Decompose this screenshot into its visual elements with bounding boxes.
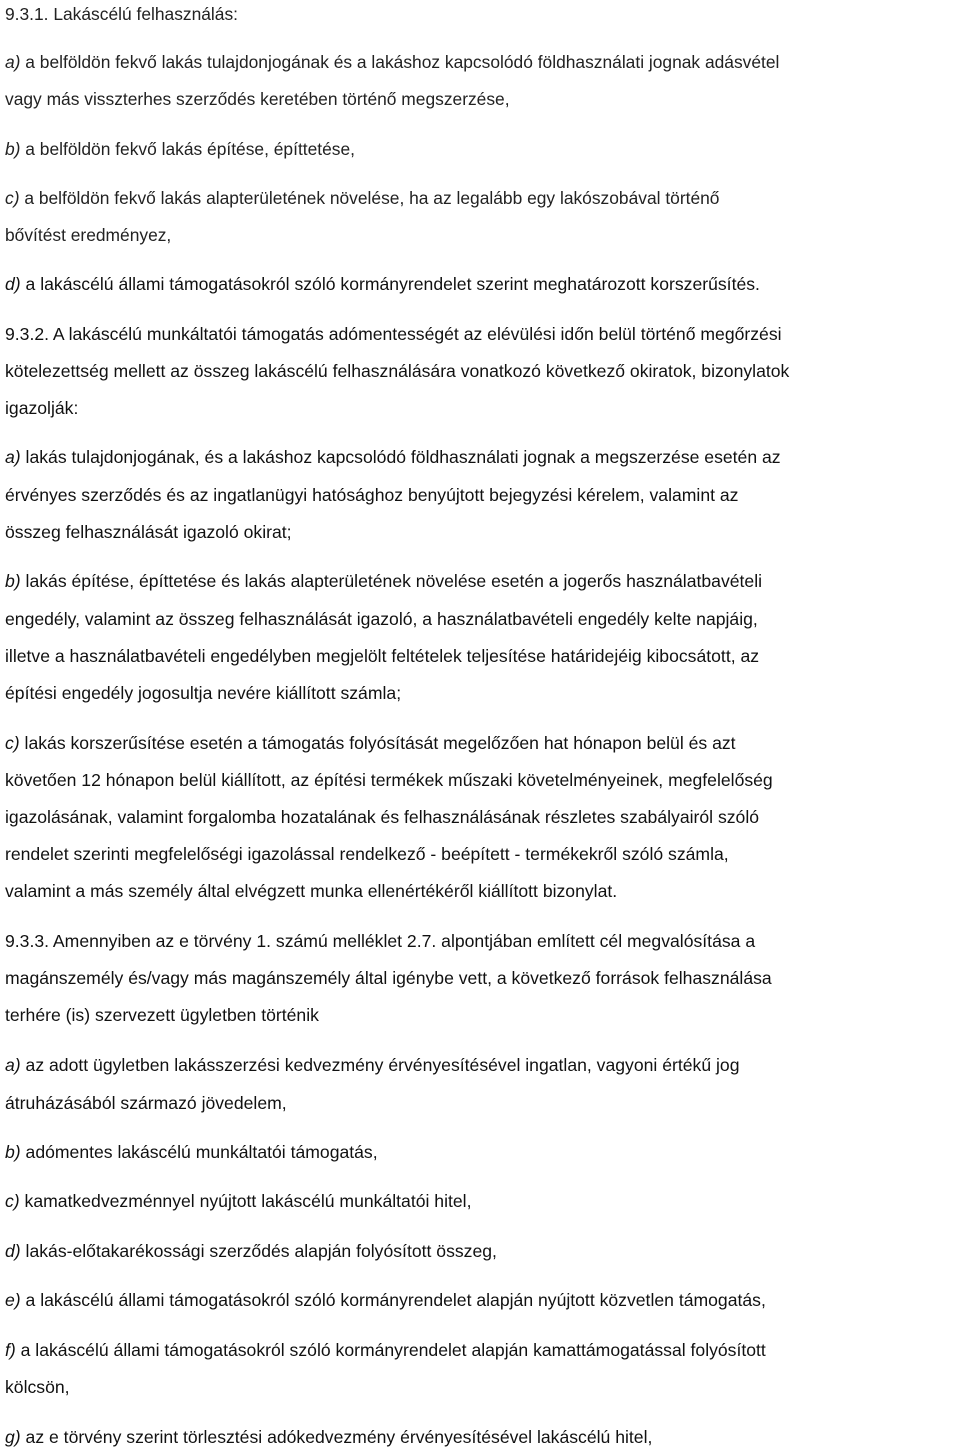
paragraph-line (5, 645, 759, 667)
paragraph-text: az adott ügyletben lakásszerzési kedvezmény érvényesítésével ingatlan, vagyoni értékű jog (20, 1055, 740, 1075)
paragraph-text: 9.3.2. A lakáscélú munkáltatói támogatás adómentességét az elévülési időn belül történő megőrzési (5, 324, 782, 344)
list-marker: c) (5, 188, 20, 208)
paragraph-line (5, 360, 789, 382)
paragraph-text: vagy más visszterhes szerződés keretében történő megszerzése, (5, 89, 510, 109)
list-marker: d) (5, 1241, 21, 1261)
heading-text: 9.3.1. Lakáscélú felhasználás: (5, 4, 238, 24)
paragraph-text: 9.3.3. Amennyiben az e törvény 1. számú melléklet 2.7. alpontjában említett cél megvalósítása a (5, 931, 756, 951)
paragraph-text: a belföldön fekvő lakás tulajdonjogának és a lakáshoz kapcsolódó földhasználati jognak adásvétel (20, 52, 780, 72)
paragraph-text: kamatkedvezménnyel nyújtott lakáscélú munkáltatói hitel, (19, 1191, 472, 1211)
paragraph-line (5, 138, 355, 160)
paragraph-text: lakás-előtakarékossági szerződés alapján folyósított összeg, (20, 1241, 497, 1261)
paragraph-line (5, 1190, 471, 1212)
list-marker: b) (5, 571, 21, 591)
list-marker: b) (5, 139, 21, 159)
paragraph-line (5, 843, 729, 865)
paragraph-text: lakás építése, építtetése és lakás alapterületének növelése esetén a jogerős használatbavételi (20, 571, 763, 591)
paragraph-line (5, 682, 401, 704)
paragraph-line (5, 51, 779, 73)
paragraph-text: bővítést eredményez, (5, 225, 172, 245)
paragraph-text: az e törvény szerint törlesztési adókedvezmény érvényesítésével lakáscélú hitel, (20, 1427, 653, 1447)
paragraph-text: igazolásának, valamint forgalomba hozatalának és felhasználásának részletes szabályairól szóló (5, 807, 760, 827)
paragraph-line (5, 732, 736, 754)
paragraph-line (5, 880, 617, 902)
paragraph-line (5, 224, 171, 246)
paragraph-text: igazolják: (5, 398, 79, 418)
list-marker: d) (5, 274, 21, 294)
paragraph-line (5, 484, 738, 506)
paragraph-text: engedély, valamint az összeg felhasználását igazoló, a használatbavételi engedély kelte napjáig, (5, 609, 758, 629)
paragraph-line (5, 1054, 739, 1076)
paragraph-text: a lakáscélú állami támogatásokról szóló kormányrendelet alapján kamattámogatással folyósított (15, 1340, 766, 1360)
list-marker: a) (5, 447, 21, 467)
paragraph-line (5, 323, 782, 345)
paragraph-line (5, 1376, 70, 1398)
paragraph-text: kölcsön, (5, 1377, 70, 1397)
paragraph-line (5, 1426, 652, 1448)
paragraph-text: lakás tulajdonjogának, és a lakáshoz kapcsolódó földhasználati jognak a megszerzése esetén az (20, 447, 781, 467)
paragraph-line (5, 806, 759, 828)
paragraph-text: lakás korszerűsítése esetén a támogatás folyósítását megelőzően hat hónapon belül és azt (19, 733, 736, 753)
paragraph-line (5, 570, 762, 592)
paragraph-text: illetve a használatbavételi engedélyben megjelölt feltételek teljesítése határidejéig kibocsátott, az (5, 646, 760, 666)
paragraph-line (5, 769, 773, 791)
paragraph-text: építési engedély jogosultja nevére kiállított számla; (5, 683, 402, 703)
paragraph-text: rendelet szerinti megfelelőségi igazolással rendelkező - beépített - termékekről szóló számla, (5, 844, 729, 864)
paragraph-line (5, 187, 719, 209)
paragraph-text: kötelezettség mellett az összeg lakáscélú felhasználására vonatkozó következő okiratok, bizonylatok (5, 361, 790, 381)
paragraph-text: adómentes lakáscélú munkáltatói támogatás, (20, 1142, 378, 1162)
paragraph-text: valamint a más személy által elvégzett munka ellenértékéről kiállított bizonylat. (5, 881, 618, 901)
paragraph-line (5, 397, 78, 419)
paragraph-text: a lakáscélú állami támogatásokról szóló kormányrendelet szerint meghatározott korszerűsítés. (20, 274, 760, 294)
paragraph-text: követően 12 hónapon belül kiállított, az építési termékek műszaki követelményeinek, megfelelőség (5, 770, 773, 790)
paragraph-line (5, 967, 772, 989)
paragraph-line (5, 1141, 378, 1163)
paragraph-text: a belföldön fekvő lakás alapterületének növelése, ha az legalább egy lakószobával történő (19, 188, 720, 208)
paragraph-text: összeg felhasználását igazoló okirat; (5, 522, 292, 542)
list-marker: a) (5, 52, 21, 72)
paragraph-text: a lakáscélú állami támogatásokról szóló kormányrendelet alapján nyújtott közvetlen támogatás, (20, 1290, 766, 1310)
paragraph-line (5, 1004, 319, 1026)
paragraph-text: érvényes szerződés és az ingatlanügyi hatósághoz benyújtott bejegyzési kérelem, valamint az (5, 485, 739, 505)
paragraph-text: a belföldön fekvő lakás építése, építtetése, (20, 139, 355, 159)
section-heading-9-3-1 (5, 3, 238, 25)
paragraph-line (5, 1289, 766, 1311)
paragraph-text: átruházásából származó jövedelem, (5, 1093, 287, 1113)
list-marker: c) (5, 1191, 20, 1211)
paragraph-line (5, 273, 760, 295)
paragraph-line (5, 1339, 766, 1361)
paragraph-line (5, 446, 781, 468)
list-marker: e) (5, 1290, 21, 1310)
list-marker: f) (5, 1340, 16, 1360)
list-marker: g) (5, 1427, 21, 1447)
paragraph-line (5, 930, 755, 952)
paragraph-line (5, 1240, 497, 1262)
paragraph-line (5, 521, 292, 543)
list-marker: c) (5, 733, 20, 753)
paragraph-text: terhére (is) szervezett ügyletben történik (5, 1005, 319, 1025)
paragraph-line (5, 1092, 287, 1114)
paragraph-line (5, 608, 758, 630)
paragraph-text: magánszemély és/vagy más magánszemély által igénybe vett, a következő források felhasználása (5, 968, 772, 988)
paragraph-line (5, 88, 510, 110)
list-marker: a) (5, 1055, 21, 1075)
list-marker: b) (5, 1142, 21, 1162)
